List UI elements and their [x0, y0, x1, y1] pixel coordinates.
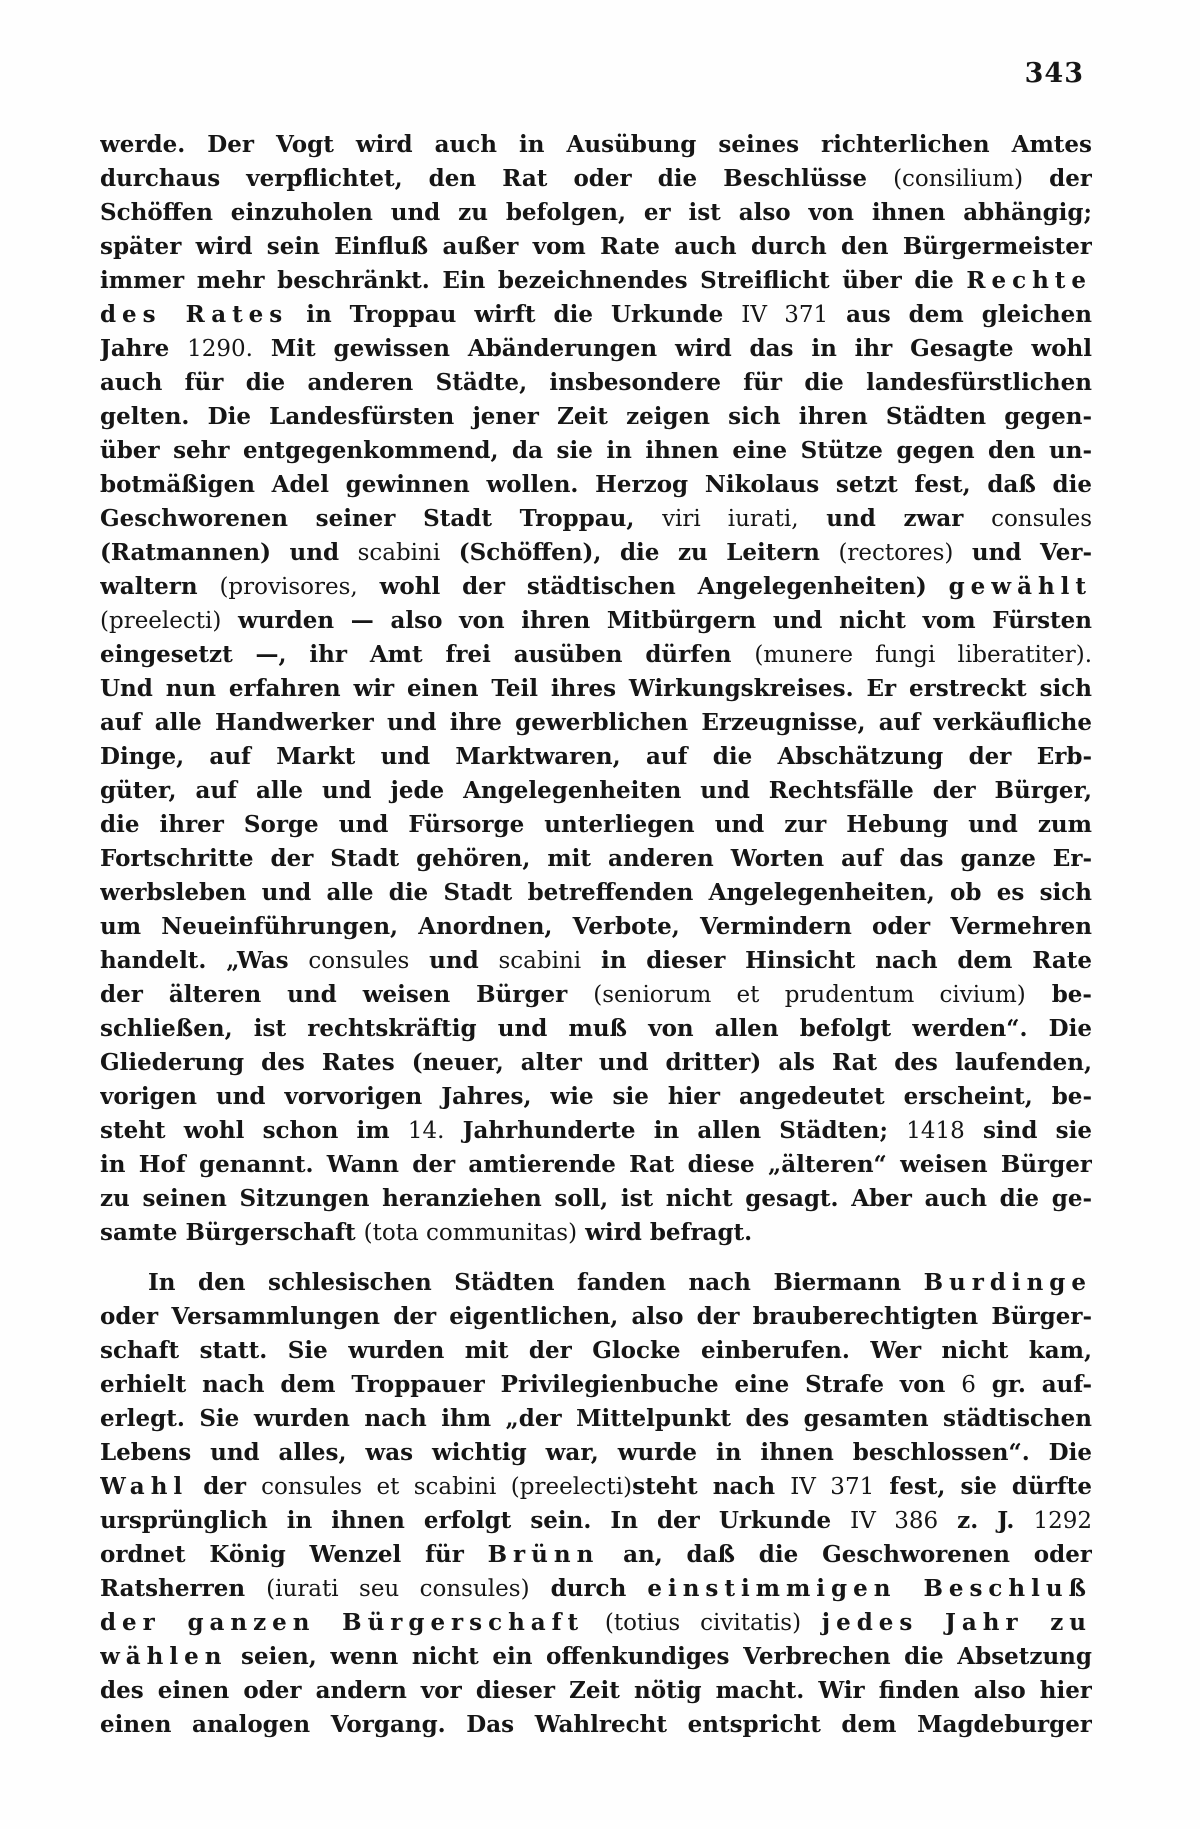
- fraktur-text: Jahrhunderte in allen Städten;: [444, 1117, 907, 1144]
- fraktur-text: eingesetzt —, ihr Amt frei ausüben dürfen: [100, 641, 755, 668]
- fraktur-text: wohl der städtischen Angelegenheiten): [357, 573, 949, 600]
- fraktur-text: durch: [529, 1575, 648, 1602]
- spaced-emphasis-text: Wahl: [100, 1473, 189, 1500]
- fraktur-text: an, daß die Geschworenen oder: [599, 1541, 1092, 1568]
- fraktur-text: zu seinen Sitzungen heranziehen soll, ist nicht gesagt. Aber auch die ge-: [100, 1185, 1092, 1212]
- spaced-emphasis-text: einstimmigen Beschluß: [647, 1575, 1092, 1602]
- latin-text: (munere fungi liberatiter).: [754, 642, 1092, 668]
- latin-text: 1290.: [187, 336, 253, 362]
- fraktur-text: Schöffen einzuholen und zu befolgen, er ist also von ihnen abhängig;: [100, 199, 1092, 226]
- fraktur-text: in dieser Hinsicht nach dem Rate: [581, 947, 1092, 974]
- text-column: [100, 128, 1092, 1742]
- fraktur-text: gr. auf-: [975, 1371, 1092, 1398]
- fraktur-text: sind sie: [964, 1117, 1092, 1144]
- latin-text: (preelecti): [100, 608, 222, 634]
- text-line: [100, 502, 1092, 536]
- text-line: [100, 672, 1092, 706]
- fraktur-text: [801, 1609, 822, 1636]
- text-line: [100, 1114, 1092, 1148]
- text-line: [100, 230, 1092, 264]
- latin-text: (totius civitatis): [604, 1610, 802, 1636]
- fraktur-text: Lebens und alles, was wichtig war, wurde in ihnen beschlossen“. Die: [100, 1439, 1092, 1466]
- fraktur-text: oder Versammlungen der eigentlichen, also der brauberechtigten Bürger-: [100, 1303, 1092, 1330]
- text-line: [100, 298, 1092, 332]
- text-line: [100, 1148, 1092, 1182]
- latin-text: consules: [991, 506, 1092, 532]
- text-line: [100, 1436, 1092, 1470]
- fraktur-text: handelt. „Was: [100, 947, 309, 974]
- text-line: [100, 876, 1092, 910]
- fraktur-text: der älteren und weisen Bürger: [100, 981, 594, 1008]
- fraktur-text: Jahre: [100, 335, 188, 362]
- fraktur-text: aus dem gleichen: [828, 301, 1092, 328]
- text-line: [100, 264, 1092, 298]
- spaced-emphasis-text: jedes Jahr zu: [821, 1609, 1092, 1636]
- text-line: [100, 1216, 1092, 1250]
- text-line: [100, 978, 1092, 1012]
- fraktur-text: des einen oder andern vor dieser Zeit nötig macht. Wir finden also hier: [100, 1677, 1092, 1704]
- fraktur-text: in Troppau wirft die Urkunde: [288, 301, 742, 328]
- fraktur-text: samte Bürgerschaft: [100, 1219, 364, 1246]
- text-line: [100, 1402, 1092, 1436]
- text-line: [100, 1708, 1092, 1742]
- latin-text: 1418: [906, 1118, 965, 1144]
- fraktur-text: Und nun erfahren wir einen Teil ihres Wirkungskreises. Er erstreckt sich: [100, 675, 1092, 702]
- fraktur-text: [584, 1609, 605, 1636]
- latin-text: (iurati seu consules): [266, 1576, 530, 1602]
- fraktur-text: und Ver-: [953, 539, 1092, 566]
- latin-text: scabini: [498, 948, 582, 974]
- text-line: [100, 196, 1092, 230]
- fraktur-text: güter, auf alle und jede Angelegenheiten und Rechtsfälle der Bürger,: [100, 777, 1092, 804]
- text-line: [100, 638, 1092, 672]
- spaced-emphasis-text: gewählt: [948, 573, 1092, 600]
- text-line: [100, 1640, 1092, 1674]
- text-line: [100, 1046, 1092, 1080]
- text-line: [100, 1606, 1092, 1640]
- text-line: [100, 434, 1092, 468]
- latin-text: consules et scabini (preelecti): [261, 1474, 633, 1500]
- text-line: [100, 400, 1092, 434]
- latin-text: (rectores): [838, 540, 954, 566]
- text-line: [100, 570, 1092, 604]
- fraktur-text: in Hof genannt. Wann der amtierende Rat diese „älteren“ weisen Bürger: [100, 1151, 1092, 1178]
- text-line: [100, 1538, 1092, 1572]
- latin-text: (provisores,: [219, 574, 358, 600]
- fraktur-text: und zwar: [798, 505, 992, 532]
- spaced-emphasis-text: des Rates: [100, 301, 289, 328]
- text-line: [100, 1334, 1092, 1368]
- text-line: [100, 706, 1092, 740]
- text-line: [100, 332, 1092, 366]
- fraktur-text: In den schlesischen Städten fanden nach Biermann: [148, 1269, 924, 1296]
- fraktur-text: auf alle Handwerker und ihre gewerblichen Erzeugnisse, auf verkäufliche: [100, 709, 1092, 736]
- fraktur-text: Geschworenen seiner Stadt Troppau,: [100, 505, 663, 532]
- text-line: [100, 1572, 1092, 1606]
- text-line: [100, 1300, 1092, 1334]
- text-line: [100, 468, 1092, 502]
- fraktur-text: seien, wenn nicht ein offenkundiges Verbrechen die Absetzung: [227, 1643, 1092, 1670]
- fraktur-text: waltern: [100, 573, 220, 600]
- fraktur-text: ursprünglich in ihnen erfolgt sein. In der Urkunde: [100, 1507, 851, 1534]
- fraktur-text: erlegt. Sie wurden nach ihm „der Mittelpunkt des gesamten städtischen: [100, 1405, 1092, 1432]
- latin-text: IV 371: [790, 1474, 875, 1500]
- fraktur-text: Dinge, auf Markt und Marktwaren, auf die Abschätzung der Erb-: [100, 743, 1092, 770]
- fraktur-text: gelten. Die Landesfürsten jener Zeit zeigen sich ihren Städten gegen-: [100, 403, 1092, 430]
- text-line: [100, 536, 1092, 570]
- text-line: [100, 740, 1092, 774]
- fraktur-text: der: [188, 1473, 262, 1500]
- text-line: [100, 808, 1092, 842]
- text-line: [100, 128, 1092, 162]
- fraktur-text: durchaus verpflichtet, den Rat oder die Beschlüsse: [100, 165, 894, 192]
- fraktur-text: wurden — also von ihren Mitbürgern und nicht vom Fürsten: [221, 607, 1092, 634]
- fraktur-text: immer mehr beschränkt. Ein bezeichnendes Streiflicht über die: [100, 267, 967, 294]
- fraktur-text: botmäßigen Adel gewinnen wollen. Herzog Nikolaus setzt fest, daß die: [100, 471, 1092, 498]
- latin-text: (consilium): [893, 166, 1024, 192]
- fraktur-text: über sehr entgegenkommend, da sie in ihnen eine Stütze gegen den un-: [100, 437, 1092, 464]
- latin-text: 14.: [407, 1118, 445, 1144]
- text-line: [100, 1504, 1092, 1538]
- text-line: [100, 1470, 1092, 1504]
- fraktur-text: schaft statt. Sie wurden mit der Glocke einberufen. Wer nicht kam,: [100, 1337, 1092, 1364]
- text-line: [100, 842, 1092, 876]
- latin-text: (tota communitas): [363, 1220, 578, 1246]
- fraktur-text: (Schöffen), die zu Leitern: [440, 539, 839, 566]
- text-line: [100, 1674, 1092, 1708]
- fraktur-text: später wird sein Einfluß außer vom Rate auch durch den Bürgermeister: [100, 233, 1092, 260]
- fraktur-text: werde. Der Vogt wird auch in Ausübung seines richterlichen Amtes: [100, 131, 1092, 158]
- paragraph: [100, 128, 1092, 1250]
- fraktur-text: steht wohl schon im: [100, 1117, 408, 1144]
- latin-text: 1292: [1033, 1508, 1092, 1534]
- text-line: [100, 1012, 1092, 1046]
- fraktur-text: erhielt nach dem Troppauer Privilegienbuche eine Strafe von: [100, 1371, 962, 1398]
- latin-text: IV 386: [850, 1508, 939, 1534]
- fraktur-text: Gliederung des Rates (neuer, alter und dritter) als Rat des laufenden,: [100, 1049, 1092, 1076]
- fraktur-text: be-: [1025, 981, 1092, 1008]
- latin-text: scabini: [357, 540, 441, 566]
- paragraph: [100, 1266, 1092, 1742]
- latin-text: (seniorum et prudentum civium): [593, 982, 1026, 1008]
- latin-text: consules: [308, 948, 410, 974]
- spaced-emphasis-text: der ganzen Bürgerschaft: [100, 1609, 585, 1636]
- fraktur-text: und: [409, 947, 499, 974]
- spaced-emphasis-text: wählen: [100, 1643, 228, 1670]
- fraktur-text: einen analogen Vorgang. Das Wahlrecht entspricht dem Magdeburger: [100, 1711, 1092, 1738]
- latin-text: 6: [961, 1372, 976, 1398]
- fraktur-text: werbsleben und alle die Stadt betreffenden Angelegenheiten, ob es sich: [100, 879, 1092, 906]
- text-line: [100, 1266, 1092, 1300]
- text-line: [100, 774, 1092, 808]
- fraktur-text: steht nach: [632, 1473, 791, 1500]
- text-line: [100, 1182, 1092, 1216]
- text-line: [100, 366, 1092, 400]
- fraktur-text: die ihrer Sorge und Fürsorge unterliegen und zur Hebung und zum: [100, 811, 1092, 838]
- text-line: [100, 944, 1092, 978]
- fraktur-text: Ratsherren: [100, 1575, 267, 1602]
- page-number: 343: [1024, 58, 1084, 89]
- fraktur-text: der: [1023, 165, 1092, 192]
- text-line: [100, 910, 1092, 944]
- text-line: [100, 162, 1092, 196]
- fraktur-text: z. J.: [938, 1507, 1034, 1534]
- fraktur-text: auch für die anderen Städte, insbesondere für die landesfürstlichen: [100, 369, 1092, 396]
- fraktur-text: ordnet König Wenzel für: [100, 1541, 488, 1568]
- fraktur-text: vorigen und vorvorigen Jahres, wie sie hier angedeutet erscheint, be-: [100, 1083, 1092, 1110]
- fraktur-text: schließen, ist rechtskräftig und muß von allen befolgt werden“. Die: [100, 1015, 1092, 1042]
- fraktur-text: (Ratmannen) und: [100, 539, 358, 566]
- spaced-emphasis-text: Burdinge: [923, 1269, 1092, 1296]
- text-line: [100, 1368, 1092, 1402]
- fraktur-text: um Neueinführungen, Anordnen, Verbote, Vermindern oder Vermehren: [100, 913, 1092, 940]
- latin-text: IV 371: [741, 302, 829, 328]
- spaced-emphasis-text: Brünn: [487, 1541, 600, 1568]
- fraktur-text: Mit gewissen Abänderungen wird das in ihr Gesagte wohl: [252, 335, 1092, 362]
- latin-text: viri iurati,: [662, 506, 799, 532]
- fraktur-text: Fortschritte der Stadt gehören, mit anderen Worten auf das ganze Er-: [100, 845, 1092, 872]
- fraktur-text: fest, sie dürfte: [874, 1473, 1092, 1500]
- fraktur-text: wird befragt.: [577, 1219, 753, 1246]
- text-line: [100, 604, 1092, 638]
- text-line: [100, 1080, 1092, 1114]
- spaced-emphasis-text: Rechte: [966, 267, 1092, 294]
